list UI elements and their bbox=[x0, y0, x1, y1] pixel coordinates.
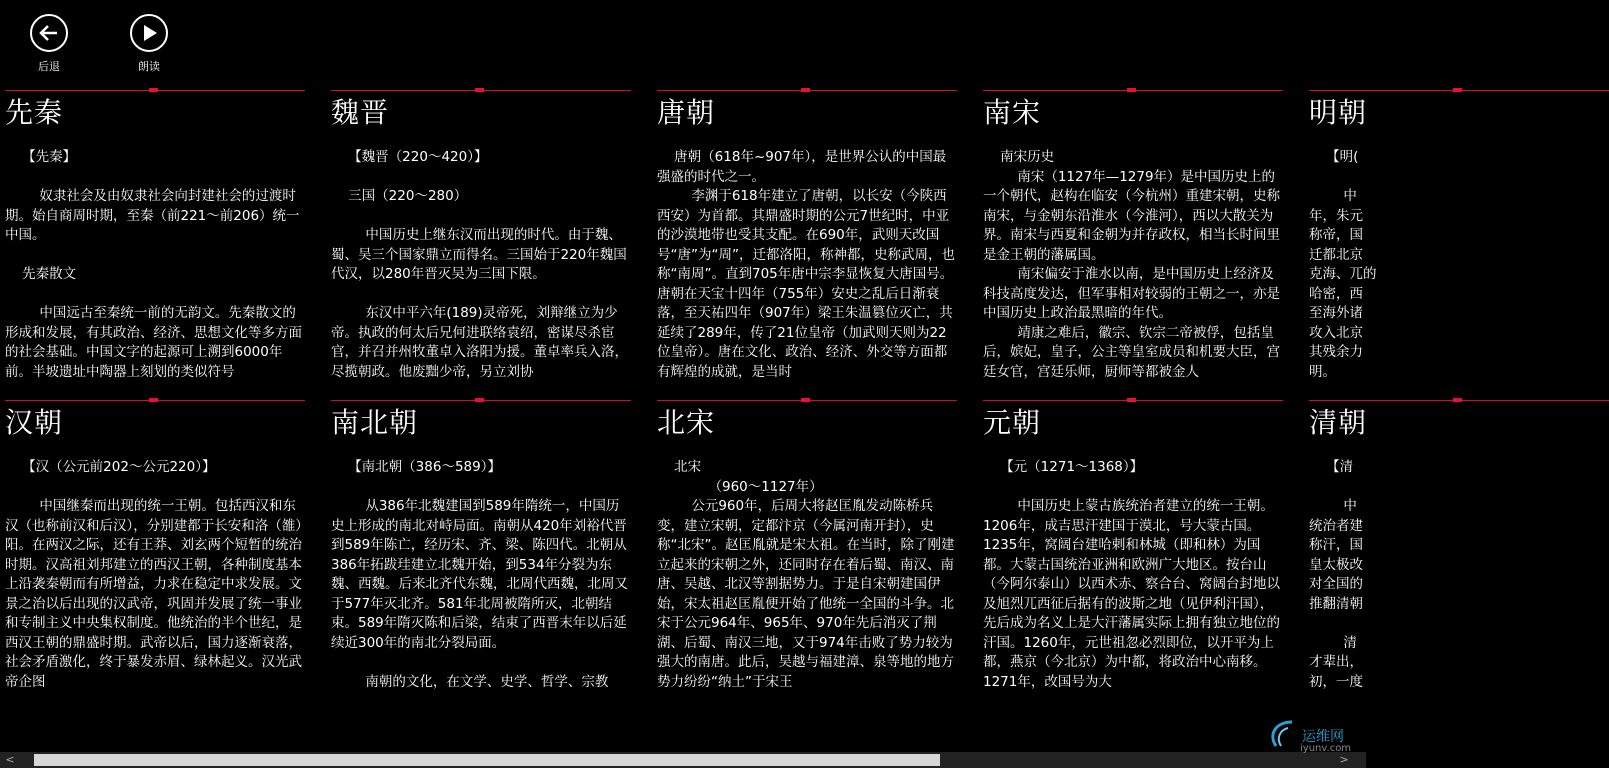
tile-paragraph: 中国远古至秦统一前的无韵文。先秦散文的形成和发展，有其政治、经济、思想文化等多方面的社会基础。中国文字的起源可上溯到6000年前。半坡遗址中陶器上刻划的类似符号 bbox=[5, 305, 302, 380]
dynasty-tile[interactable] bbox=[1309, 400, 1609, 692]
tile-divider-marker bbox=[1127, 398, 1136, 402]
tile-divider-marker bbox=[475, 398, 484, 402]
tile-paragraph: 东汉中平六年(189)灵帝死，刘辩继立为少帝。执政的何太后兄何进联络袁绍，密谋尽杀宦官，并召并州牧董卓入洛阳为援。董卓率兵入洛，尽揽朝政。他废黜少帝，另立刘协 bbox=[331, 305, 628, 380]
tile-paragraph: 对全国的 bbox=[1309, 576, 1363, 592]
back-label: 后退 bbox=[38, 60, 60, 73]
tile-paragraph: 中 bbox=[1309, 498, 1357, 514]
tile-paragraph: 中国历史上继东汉而出现的时代。由于魏、蜀、吴三个国家鼎立而得名。三国始于220年魏国代汉，以280年晋灭吴为三国下限。 bbox=[331, 227, 627, 282]
tile-body bbox=[657, 148, 957, 382]
dynasty-tile[interactable] bbox=[331, 90, 631, 382]
tile-paragraph: 先秦散文 bbox=[5, 266, 77, 282]
tile-paragraph bbox=[1309, 478, 1609, 498]
tile-paragraph: 才辈出， bbox=[1309, 654, 1363, 670]
tile-body bbox=[331, 148, 631, 382]
tile-title: 清朝 bbox=[1309, 406, 1368, 439]
tile-paragraph: 【魏晋（220～420）】 bbox=[331, 149, 488, 165]
tile-paragraph: 中国继秦而出现的统一王朝。包括西汉和东汉（也称前汉和后汉），分别建都于长安和洛（雒）阳。在两汉之际，还有王莽、刘玄两个短暂的统治时期。汉高祖刘邦建立的西汉王朝，各种制度基本上沿袭秦朝而有所增益，力求在稳定中求发展。文景之治以后出现的汉武帝，巩固并发展了统一事业和专制主义中央集权制度。他统治的半个世纪，是西汉王朝的鼎盛时期。武帝以后，国力逐渐衰落，社会矛盾激化，终于暴发赤眉、绿林起义。汉光武帝企图 bbox=[5, 498, 302, 690]
tile-paragraph: 明。 bbox=[1309, 363, 1336, 380]
dynasty-tile[interactable] bbox=[331, 400, 631, 692]
tile-paragraph: 南朝的文化，在文学、史学、哲学、宗教 bbox=[331, 673, 609, 690]
tile-body bbox=[5, 458, 305, 692]
tile-title: 明朝 bbox=[1309, 96, 1368, 129]
watermark-title: 运维网 bbox=[1302, 729, 1344, 745]
tile-paragraph bbox=[331, 478, 631, 498]
scrollbar-thumb[interactable] bbox=[34, 754, 940, 766]
site-watermark-logo bbox=[1262, 716, 1366, 752]
tile-body bbox=[657, 458, 957, 692]
tile-paragraph: 克海、兀的 bbox=[1309, 266, 1377, 282]
tile-paragraph: 推翻清朝 bbox=[1309, 595, 1363, 612]
scroll-right-arrow[interactable]: > bbox=[1339, 753, 1349, 766]
tile-title: 南北朝 bbox=[331, 406, 419, 439]
tile-paragraph bbox=[5, 168, 305, 188]
tile-paragraph: 【明( bbox=[1309, 149, 1359, 165]
tile-paragraph bbox=[5, 246, 305, 266]
tile-paragraph: 皇太极改 bbox=[1309, 556, 1363, 573]
tile-paragraph bbox=[1309, 168, 1609, 188]
tile-title: 汉朝 bbox=[5, 406, 64, 439]
tile-paragraph bbox=[331, 168, 631, 188]
tile-paragraph bbox=[983, 478, 1283, 498]
tile-divider-marker bbox=[149, 88, 158, 92]
dynasty-tile[interactable] bbox=[5, 90, 305, 382]
tile-divider-marker bbox=[1127, 88, 1136, 92]
tile-paragraph: 中国历史上蒙古族统治者建立的统一王朝。1206年，成吉思汗建国于漠北，号大蒙古国。1235年，窝阔台建哈剌和林城（即和林）为国都。大蒙古国统治亚洲和欧洲广大地区。按台山（今阿尔泰山）以西术赤、察合台、窝阔台封地以及旭烈兀西征后据有的波斯之地（见伊利汗国），先后成为名义上是大汗藩属实际上拥有独立地位的汗国。1260年，元世祖忽必烈即位，以开平为上都，燕京（今北京）为中都，将政治中心南移。1271年，改国号为大 bbox=[983, 498, 1280, 690]
tile-paragraph: 【汉（公元前202～公元220）】 bbox=[5, 459, 216, 475]
tile-divider-marker bbox=[1453, 398, 1462, 402]
tile-paragraph: 【元（1271～1368）】 bbox=[983, 459, 1144, 475]
tile-paragraph: 南宋历史 bbox=[983, 149, 1055, 165]
tile-paragraph: 唐朝（618年~907年），是世界公认的中国最强盛的时代之一。 bbox=[657, 149, 947, 185]
tile-paragraph: 年，朱元 bbox=[1309, 207, 1363, 224]
tile-paragraph: 清 bbox=[1309, 634, 1357, 651]
tile-divider-marker bbox=[1453, 88, 1462, 92]
tile-paragraph bbox=[331, 653, 631, 673]
tile-body bbox=[5, 148, 305, 382]
tile-divider-marker bbox=[801, 398, 810, 402]
tile-paragraph: （960～1127年） bbox=[657, 478, 823, 495]
tile-paragraph: 南宋（1127年—1279年）是中国历史上的一个朝代，赵构在临安（今杭州）重建宋朝，史称南宋，与金朝东沿淮水（今淮河），西以大散关为界。南宋与西夏和金朝为并存政权，相当长时间里是金王朝的藩属国。 bbox=[983, 168, 1280, 263]
dynasty-tile[interactable] bbox=[5, 400, 305, 692]
tile-paragraph bbox=[5, 285, 305, 305]
tile-paragraph bbox=[1309, 614, 1609, 634]
tile-paragraph: 三国（220～280） bbox=[331, 188, 468, 204]
watermark-url: iyunv.com bbox=[1300, 743, 1352, 754]
tile-title: 南宋 bbox=[983, 96, 1042, 129]
tile-title: 先秦 bbox=[5, 96, 64, 129]
tile-body bbox=[983, 458, 1283, 692]
tile-paragraph: 统治者建 bbox=[1309, 517, 1363, 534]
tile-paragraph bbox=[5, 478, 305, 498]
tile-divider-marker bbox=[475, 88, 484, 92]
tile-title: 元朝 bbox=[983, 406, 1042, 439]
tile-paragraph: 奴隶社会及由奴隶社会向封建社会的过渡时期。始自商周时期，至秦（前221～前206）统一中国。 bbox=[5, 188, 300, 243]
tile-title: 北宋 bbox=[657, 406, 716, 439]
tile-paragraph: 【先秦】 bbox=[5, 149, 77, 165]
tile-body bbox=[1309, 148, 1609, 382]
watermark-swirl-icon bbox=[1262, 716, 1302, 752]
tile-paragraph: 【南北朝（386～589）】 bbox=[331, 459, 501, 475]
read-aloud-label: 朗读 bbox=[138, 60, 160, 73]
tile-paragraph bbox=[331, 207, 631, 227]
back-button[interactable] bbox=[19, 14, 79, 74]
tile-divider-marker bbox=[801, 88, 810, 92]
tile-title: 魏晋 bbox=[331, 96, 390, 129]
tile-paragraph: 李渊于618年建立了唐朝，以长安（今陕西西安）为首都。其鼎盛时期的公元7世纪时，中亚的沙漠地带也受其支配。在690年，武则天改国号“唐”为“周”，迁都洛阳，称神都，史称武周，也称“南周”。直到705年唐中宗李显恢复大唐国号。唐朝在天宝十四年（755年）安史之乱后日渐衰落，至天祐四年（907年）梁王朱温篡位灭亡，共延续了289年，传了21位皇帝（加武则天则为22位皇帝）。唐在文化、政治、经济、外交等方面都有辉煌的成就，是当时 bbox=[657, 188, 955, 380]
tile-paragraph: 公元960年，后周大将赵匡胤发动陈桥兵变，建立宋朝，定都汴京（今属河南开封），史称“北宋”。赵匡胤就是宋太祖。在当时，除了刚建立起来的宋朝之外，还同时存在着后蜀、南汉、南唐、吴越、北汉等割据势力。于是自宋朝建国伊始，宋太祖赵匡胤便开始了他统一全国的斗争。北宋于公元964年、965年、970年先后消灭了荆湖、后蜀、南汉三地，又于974年击败了势力较为强大的南唐。此后，吴越与福建漳、泉等地的地方势力纷纷“纳土”于宋王 bbox=[657, 498, 955, 690]
tile-body bbox=[1309, 458, 1609, 692]
tile-paragraph: 攻入北京 bbox=[1309, 324, 1363, 341]
tile-title: 唐朝 bbox=[657, 96, 716, 129]
tile-paragraph: 初，一度 bbox=[1309, 673, 1363, 690]
tile-body bbox=[983, 148, 1283, 382]
tile-paragraph: 【清 bbox=[1309, 459, 1354, 475]
dynasty-tile[interactable] bbox=[657, 400, 957, 692]
tile-divider-marker bbox=[149, 398, 158, 402]
tile-body bbox=[331, 458, 631, 692]
read-aloud-button[interactable] bbox=[119, 14, 179, 74]
scroll-left-arrow[interactable]: < bbox=[5, 753, 15, 766]
dynasty-tile[interactable] bbox=[983, 90, 1283, 382]
tile-paragraph: 迁都北京 bbox=[1309, 246, 1363, 263]
play-icon bbox=[130, 14, 168, 52]
tile-paragraph: 靖康之难后，徽宗、钦宗二帝被俘，包括皇后，嫔妃，皇子，公主等皇室成员和机要大臣，宫廷女官，宫廷乐师，厨师等都被金人 bbox=[983, 324, 1280, 380]
dynasty-tile[interactable] bbox=[657, 90, 957, 382]
tile-paragraph: 至海外诸 bbox=[1309, 305, 1363, 321]
tile-paragraph: 哈密，西 bbox=[1309, 285, 1363, 302]
tile-paragraph: 南宋偏安于淮水以南，是中国历史上经济及科技高度发达，但军事相对较弱的王朝之一，亦是中国历史上政治最黑暗的年代。 bbox=[983, 266, 1280, 321]
tile-paragraph: 其残余力 bbox=[1309, 344, 1363, 360]
tile-paragraph: 称帝，国 bbox=[1309, 227, 1363, 243]
tile-paragraph bbox=[331, 285, 631, 305]
tile-paragraph: 从386年北魏建国到589年隋统一，中国历史上形成的南北对峙局面。南朝从420年刘裕代晋到589年陈亡，经历宋、齐、梁、陈四代。北朝从386年拓跋珪建立北魏开始，到534年分裂为东魏、西魏。后来北齐代东魏，北周代西魏，北周又于577年灭北齐。581年北周被隋所灭，北朝结束。589年隋灭陈和后梁，结束了西晋末年以后延续近300年的南北分裂局面。 bbox=[331, 498, 628, 651]
dynasty-tile[interactable] bbox=[1309, 90, 1609, 382]
tile-paragraph: 中 bbox=[1309, 188, 1357, 204]
back-arrow-icon bbox=[30, 14, 68, 52]
dynasty-tile[interactable] bbox=[983, 400, 1283, 692]
tile-paragraph: 北宋 bbox=[657, 459, 702, 475]
tile-paragraph: 称汗，国 bbox=[1309, 537, 1363, 553]
